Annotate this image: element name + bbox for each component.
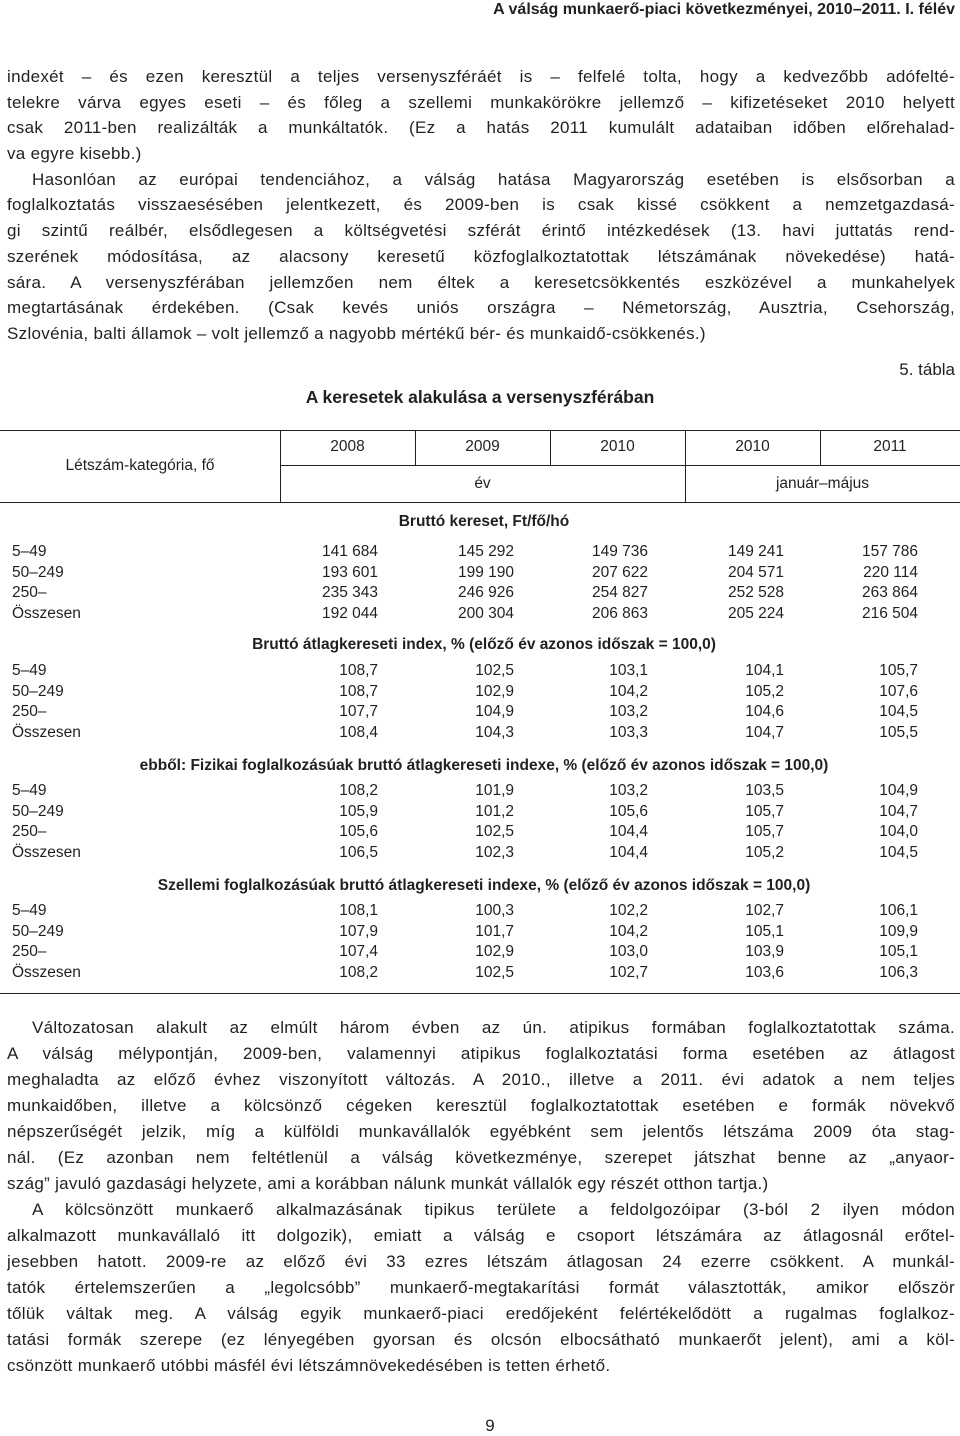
table-cell: 108,2 bbox=[339, 782, 378, 799]
paragraph-line: A válság mélypontján, 2009-ben, valamennyi atipikus foglalkoztatási forma esetében az átlagost bbox=[7, 1044, 955, 1063]
paragraph-line: szerének módosítása, az alacsony keresetű közfoglalkoztatottak létszámának növekedése) hatá- bbox=[7, 246, 955, 266]
table-cell: 108,7 bbox=[339, 682, 378, 700]
section-title: ebből: Fizikai foglalkozásúak bruttó átlagkereseti indexe, % (előző év azonos időszak = 100,0) bbox=[139, 757, 829, 774]
table-cell: 200 304 bbox=[457, 604, 514, 622]
column-header-year: 2011 bbox=[873, 438, 907, 455]
table-rule bbox=[0, 993, 960, 994]
table-cell: 107,7 bbox=[339, 703, 378, 721]
earnings-table bbox=[0, 430, 960, 996]
table-cell: 105,6 bbox=[609, 802, 648, 820]
table-cell: 108,7 bbox=[339, 662, 378, 679]
text-block-top bbox=[7, 64, 955, 347]
table-rule bbox=[415, 430, 416, 465]
paragraph-line: Hasonlóan az európai tendenciához, a válság hatása Magyarország esetében is elsősorban a bbox=[32, 169, 955, 189]
table-cell: 104,0 bbox=[879, 823, 918, 841]
table-cell: 102,5 bbox=[475, 662, 514, 679]
paragraph-line: szág” javuló gazdasági helyzete, ami a korábban nálunk munkát vállalók egy részét otthon tartja.) bbox=[7, 1174, 769, 1193]
table-cell: 104,3 bbox=[475, 723, 514, 741]
table-rule bbox=[0, 502, 960, 503]
paragraph-line: jesebben hatott. 2009-re az előző évi 33 ezres létszám átlagosan 24 ezerre csökkent. A munkál- bbox=[7, 1252, 955, 1271]
table-cell: 105,6 bbox=[339, 823, 378, 841]
table-cell: 204 571 bbox=[727, 563, 784, 581]
table-cell: 103,5 bbox=[745, 782, 784, 799]
row-label: 5–49 bbox=[12, 543, 47, 560]
row-label: 250– bbox=[12, 823, 47, 841]
paragraph-line: indexét – és ezen keresztül a teljes versenyszféráét is – felfelé tolta, hogy a kedvezőbb adófelté- bbox=[7, 67, 955, 86]
row-label: 250– bbox=[12, 584, 47, 602]
table-cell: 104,7 bbox=[879, 802, 918, 820]
table-cell: 104,5 bbox=[879, 843, 918, 861]
paragraph-line: telekre várva egyes eseti – és főleg a szellemi munkakörökre jellemző – kifizetéseket 2010 helyett bbox=[7, 92, 955, 112]
paragraph bbox=[7, 64, 955, 167]
table-number-label: 5. tábla bbox=[899, 360, 955, 379]
table-cell: 105,2 bbox=[745, 843, 784, 861]
table-cell: 103,2 bbox=[609, 782, 648, 799]
paragraph-line: va egyre kisebb.) bbox=[7, 144, 142, 164]
row-label: 50–249 bbox=[12, 922, 64, 940]
row-label: 50–249 bbox=[12, 563, 64, 581]
table-cell: 106,1 bbox=[879, 902, 918, 919]
paragraph-line: meghaladta az előző évhez viszonyított változás. A 2010., illetve a 2011. évi adatok a nem teljes bbox=[7, 1070, 955, 1089]
table-cell: 157 786 bbox=[861, 543, 918, 560]
table-rule bbox=[550, 430, 551, 465]
table-cell: 109,9 bbox=[879, 922, 918, 940]
running-head: A válság munkaerő-piaci következményei, 2010–2011. I. félév bbox=[493, 1, 955, 18]
table-cell: 108,2 bbox=[339, 963, 378, 981]
table-cell: 193 601 bbox=[321, 563, 378, 581]
column-group-label: év bbox=[474, 475, 491, 492]
table-cell: 108,4 bbox=[339, 723, 378, 741]
table-cell: 101,9 bbox=[475, 782, 514, 799]
table-cell: 105,7 bbox=[745, 823, 784, 841]
table-cell: 252 528 bbox=[727, 584, 784, 602]
paragraph bbox=[7, 1197, 955, 1379]
row-label: 5–49 bbox=[12, 662, 47, 679]
table-cell: 101,2 bbox=[475, 802, 514, 820]
row-label: 50–249 bbox=[12, 802, 64, 820]
table-cell: 105,7 bbox=[745, 802, 784, 820]
text-block-bottom bbox=[7, 1015, 955, 1379]
table-cell: 103,3 bbox=[609, 723, 648, 741]
row-label: Összesen bbox=[12, 723, 81, 741]
paragraph-line: csönzött munkaerő utóbbi másfél évi létszámnövekedésében is tetten érhető. bbox=[7, 1356, 611, 1375]
paragraph bbox=[7, 1015, 955, 1197]
table-cell: 105,7 bbox=[879, 662, 918, 679]
row-label: 50–249 bbox=[12, 682, 64, 700]
table-rule bbox=[280, 465, 960, 466]
column-header-year: 2010 bbox=[735, 438, 770, 455]
table-cell: 103,0 bbox=[609, 943, 648, 961]
column-header-year: 2009 bbox=[465, 438, 500, 455]
table-cell: 220 114 bbox=[863, 563, 918, 581]
table-cell: 103,9 bbox=[745, 943, 784, 961]
table-cell: 108,1 bbox=[339, 902, 378, 919]
table-cell: 106,5 bbox=[339, 843, 378, 861]
table-cell: 103,1 bbox=[609, 662, 648, 679]
table-cell: 104,7 bbox=[745, 723, 784, 741]
table-rule bbox=[0, 430, 960, 431]
paragraph-line: munkaidőben, illetve a kölcsönző cégeken keresztül foglalkoztatottak esetében e formák növekvő bbox=[7, 1096, 955, 1115]
table-cell: 199 190 bbox=[457, 563, 514, 581]
table-cell: 104,9 bbox=[879, 782, 918, 799]
table-cell: 102,9 bbox=[475, 943, 514, 961]
table-cell: 107,9 bbox=[339, 922, 378, 940]
column-header-year: 2008 bbox=[330, 438, 365, 455]
table-cell: 102,2 bbox=[609, 902, 648, 919]
table-cell: 145 292 bbox=[457, 543, 514, 560]
table-cell: 107,4 bbox=[339, 943, 378, 961]
table-cell: 207 622 bbox=[591, 563, 648, 581]
table-cell: 102,7 bbox=[609, 963, 648, 981]
table-cell: 104,9 bbox=[475, 703, 514, 721]
table-cell: 104,4 bbox=[609, 823, 648, 841]
row-label: Összesen bbox=[12, 843, 81, 861]
table-cell: 254 827 bbox=[591, 584, 648, 602]
table-cell: 107,6 bbox=[879, 682, 918, 700]
table-cell: 102,9 bbox=[475, 682, 514, 700]
section-title: Szellemi foglalkozásúak bruttó átlagkereseti indexe, % (előző év azonos időszak = 100,0) bbox=[157, 877, 811, 894]
row-label: 250– bbox=[12, 703, 47, 721]
row-label: 5–49 bbox=[12, 902, 47, 919]
table-cell: 149 736 bbox=[591, 543, 648, 560]
paragraph-line: alkalmazott munkavállaló itt dolgozik), emiatt a válság e csoport létszámára az átlagosnál erőtel- bbox=[7, 1226, 955, 1245]
paragraph-line: tőlük váltak meg. A válság egyik munkaerő-piaci eredőjeként felértékelődött a rugalmas foglalkoz- bbox=[7, 1304, 955, 1323]
section-title: Bruttó kereset, Ft/fő/hó bbox=[398, 513, 570, 530]
table-cell: 102,5 bbox=[475, 963, 514, 981]
paragraph-line: gi szintű reálbér, elsődlegesen a költségvetési szférát érintő intézkedések (13. havi juttatás rend- bbox=[7, 221, 955, 241]
paragraph-line: csak 2011-ben realizálták a munkáltatók. (Ez a hatás 2011 kumulált adataiban időben előrehalad- bbox=[7, 118, 955, 138]
table-cell: 106,3 bbox=[879, 963, 918, 981]
table-cell: 104,4 bbox=[609, 843, 648, 861]
paragraph-line: sára. A versenyszférában jellemzően nem éltek a keresetcsökkentés eszközével a munkahelyek bbox=[7, 272, 955, 292]
row-label: Összesen bbox=[12, 963, 81, 981]
paragraph-line: nál. (Ez azonban nem feltétlenül a válság következménye, szerepet játszhat benne az „anyaor- bbox=[7, 1148, 955, 1167]
paragraph-line: A kölcsönzött munkaerő alkalmazásának tipikus területe a feldolgozóipar (3-ból 2 ilyen módon bbox=[32, 1200, 955, 1219]
table-cell: 102,3 bbox=[475, 843, 514, 861]
table-cell: 216 504 bbox=[861, 604, 918, 622]
section-title: Bruttó átlagkereseti index, % (előző év azonos időszak = 100,0) bbox=[252, 636, 716, 653]
table-cell: 104,2 bbox=[609, 682, 648, 700]
table-cell: 105,1 bbox=[879, 943, 918, 961]
table-cell: 103,6 bbox=[745, 963, 784, 981]
table-cell: 263 864 bbox=[861, 584, 918, 602]
table-cell: 235 343 bbox=[321, 584, 378, 602]
table-cell: 104,2 bbox=[609, 922, 648, 940]
paragraph-line: Szlovénia, balti államok – volt jellemző a nagyobb mértékű bér- és munkaidő-csökkenés.) bbox=[7, 323, 706, 343]
table-cell: 104,1 bbox=[745, 662, 784, 679]
table-cell: 246 926 bbox=[457, 584, 514, 602]
paragraph-line: tatók értelemszerűen a „legolcsóbb” munkaerő-megtakarítási formát választották, amikor először bbox=[7, 1278, 955, 1297]
table-cell: 105,9 bbox=[339, 802, 378, 820]
row-header-label: Létszám-kategória, fő bbox=[65, 457, 215, 474]
row-label: 5–49 bbox=[12, 782, 47, 799]
paragraph-line: tatási formák szerepe (ez lényegében gyorsan és olcsón elbocsátható munkaerőt jelent), ami a köl- bbox=[7, 1330, 955, 1349]
column-group-label: január–május bbox=[775, 475, 870, 492]
table-cell: 192 044 bbox=[321, 604, 378, 622]
table-cell: 102,5 bbox=[475, 823, 514, 841]
table-rule bbox=[820, 430, 821, 465]
table-cell: 105,1 bbox=[745, 922, 784, 940]
table-cell: 141 684 bbox=[321, 543, 378, 560]
table-cell: 102,7 bbox=[745, 902, 784, 919]
table-cell: 101,7 bbox=[475, 922, 514, 940]
table-cell: 149 241 bbox=[727, 543, 784, 560]
table-cell: 100,3 bbox=[475, 902, 514, 919]
paragraph-line: foglalkoztatás visszaesésében jelentkezett, és 2009-ben is csak kissé csökkent a nemzetgazdasá- bbox=[7, 195, 955, 215]
table-cell: 206 863 bbox=[591, 604, 648, 622]
row-label: 250– bbox=[12, 943, 47, 961]
paragraph-line: megtartásának érdekében. (Csak kevés uniós országra – Németország, Ausztria, Csehország, bbox=[7, 298, 955, 318]
table-cell: 104,5 bbox=[879, 703, 918, 721]
paragraph bbox=[7, 167, 955, 347]
table-cell: 205 224 bbox=[727, 604, 784, 622]
table-cell: 105,5 bbox=[879, 723, 918, 741]
column-header-year: 2010 bbox=[600, 438, 635, 455]
row-label: Összesen bbox=[12, 604, 81, 622]
table-title: A keresetek alakulása a versenyszférában bbox=[305, 387, 655, 407]
paragraph-line: népszerűségét jelzik, míg a külföldi munkavállalók egyébként sem jelentős létszáma 2009 óta stag- bbox=[7, 1122, 955, 1141]
table-cell: 104,6 bbox=[745, 703, 784, 721]
page-number: 9 bbox=[485, 1416, 495, 1435]
table-cell: 105,2 bbox=[745, 682, 784, 700]
paragraph-line: Változatosan alakult az elmúlt három évben az ún. atipikus formában foglalkoztatottak száma. bbox=[32, 1018, 955, 1037]
table-cell: 103,2 bbox=[609, 703, 648, 721]
